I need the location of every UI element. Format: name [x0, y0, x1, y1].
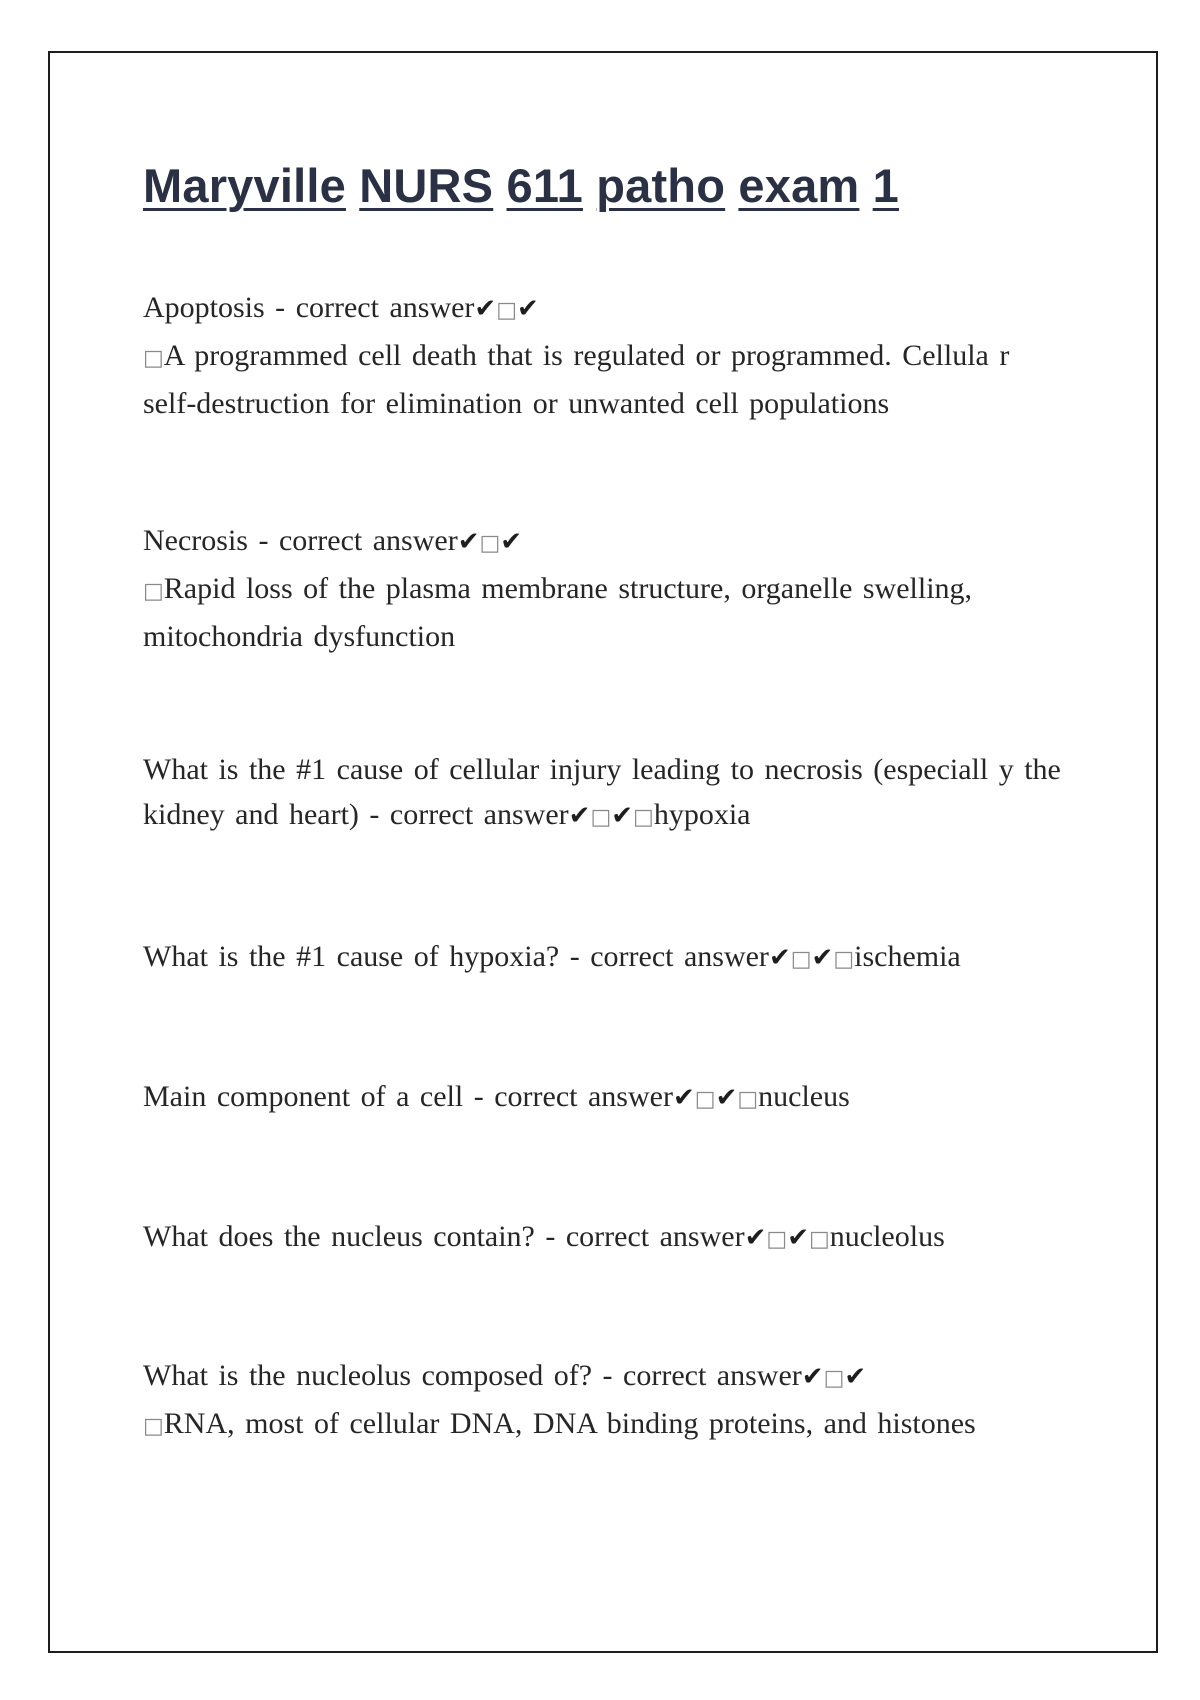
question-line	[143, 285, 1068, 333]
checkmark-icon: ✔	[457, 527, 480, 557]
missing-glyph-icon: □	[808, 1227, 830, 1252]
document-title	[143, 158, 899, 213]
missing-glyph-icon: □	[143, 579, 164, 604]
answer-label: correct answer	[494, 1080, 673, 1113]
question-text: What is the #1 cause of hypoxia? -	[143, 940, 591, 973]
checkmark-icon: ✔	[611, 801, 634, 831]
checkmark-icon: ✔	[801, 1362, 824, 1392]
missing-glyph-icon: □	[143, 346, 164, 371]
question-line	[143, 518, 1068, 566]
question-text: What is the #1 cause of cellular injury leading to necrosis (especiall y the kidney and heart) -	[143, 753, 1061, 831]
answer-text: ischemia	[854, 940, 961, 973]
missing-glyph-icon: □	[766, 1227, 788, 1252]
flashcard-cell-component	[143, 1074, 1068, 1122]
missing-glyph-icon: □	[479, 531, 501, 556]
question-line	[143, 1074, 1068, 1122]
checkmark-icon: ✔	[811, 943, 834, 973]
question-text: Apoptosis -	[143, 291, 296, 324]
flashcard-necrosis-cause	[143, 747, 1068, 840]
checkmark-icon: ✔	[715, 1083, 738, 1113]
title-word: 1	[872, 159, 900, 212]
answer-text: RNA, most of cellular DNA, DNA binding proteins, and histones	[163, 1407, 976, 1440]
document-page	[48, 51, 1158, 1653]
checkmark-icon: ✔	[672, 1083, 695, 1113]
checkmark-icon: ✔	[744, 1223, 767, 1253]
answer-label: correct answer	[295, 291, 475, 324]
missing-glyph-icon: □	[833, 947, 855, 972]
flashcard-hypoxia-cause	[143, 934, 1068, 982]
missing-glyph-icon: □	[790, 947, 812, 972]
answer-text: hypoxia	[653, 798, 751, 831]
title-word: NURS	[359, 159, 494, 212]
checkmark-icon: ✔	[474, 294, 497, 324]
answer-line	[143, 333, 1068, 426]
answer-label: correct answer	[565, 1220, 745, 1253]
question-text: Main component of a cell -	[143, 1080, 495, 1113]
flashcard-nucleus-contents	[143, 1214, 1068, 1262]
missing-glyph-icon: □	[143, 1414, 164, 1439]
question-line	[143, 934, 1068, 982]
answer-label: correct answer	[278, 524, 458, 557]
answer-label: correct answer	[590, 940, 769, 973]
missing-glyph-icon: □	[823, 1366, 845, 1391]
missing-glyph-icon: □	[590, 805, 612, 830]
checkmark-icon: ✔	[787, 1223, 809, 1253]
question-line	[143, 1214, 1068, 1262]
flashcard-necrosis	[143, 518, 1068, 659]
question-line	[143, 747, 1068, 840]
checkmark-icon: ✔	[517, 294, 539, 324]
answer-line	[143, 566, 1068, 659]
answer-text: nucleolus	[829, 1220, 945, 1253]
answer-text: A programmed cell death that is regulated or programmed. Cellula r self-destruction for elimination or unwanted cell populations	[143, 339, 1010, 420]
checkmark-icon: ✔	[768, 943, 791, 973]
missing-glyph-icon: □	[694, 1087, 716, 1112]
title-word: Maryville	[143, 159, 346, 212]
missing-glyph-icon: □	[633, 805, 654, 830]
title-word: 611	[506, 159, 583, 212]
question-text: Necrosis -	[143, 524, 279, 557]
flashcard-nucleolus-composition	[143, 1353, 1068, 1449]
checkmark-icon: ✔	[500, 527, 523, 557]
answer-text: Rapid loss of the plasma membrane structure, organelle swelling, mitochondria dysfunction	[143, 572, 973, 653]
title-word: patho	[596, 159, 726, 212]
checkmark-icon: ✔	[568, 801, 591, 831]
question-text: What does the nucleus contain? -	[143, 1220, 566, 1253]
question-text: What is the nucleolus composed of? -	[143, 1359, 624, 1392]
answer-label: correct answer	[389, 798, 569, 831]
flashcard-apoptosis	[143, 285, 1068, 426]
checkmark-icon: ✔	[844, 1362, 867, 1392]
question-line	[143, 1353, 1068, 1401]
missing-glyph-icon: □	[737, 1087, 759, 1112]
answer-label: correct answer	[623, 1359, 802, 1392]
answer-line	[143, 1401, 1068, 1449]
missing-glyph-icon: □	[496, 298, 518, 323]
title-word: exam	[738, 159, 860, 212]
answer-text: nucleus	[758, 1080, 850, 1113]
